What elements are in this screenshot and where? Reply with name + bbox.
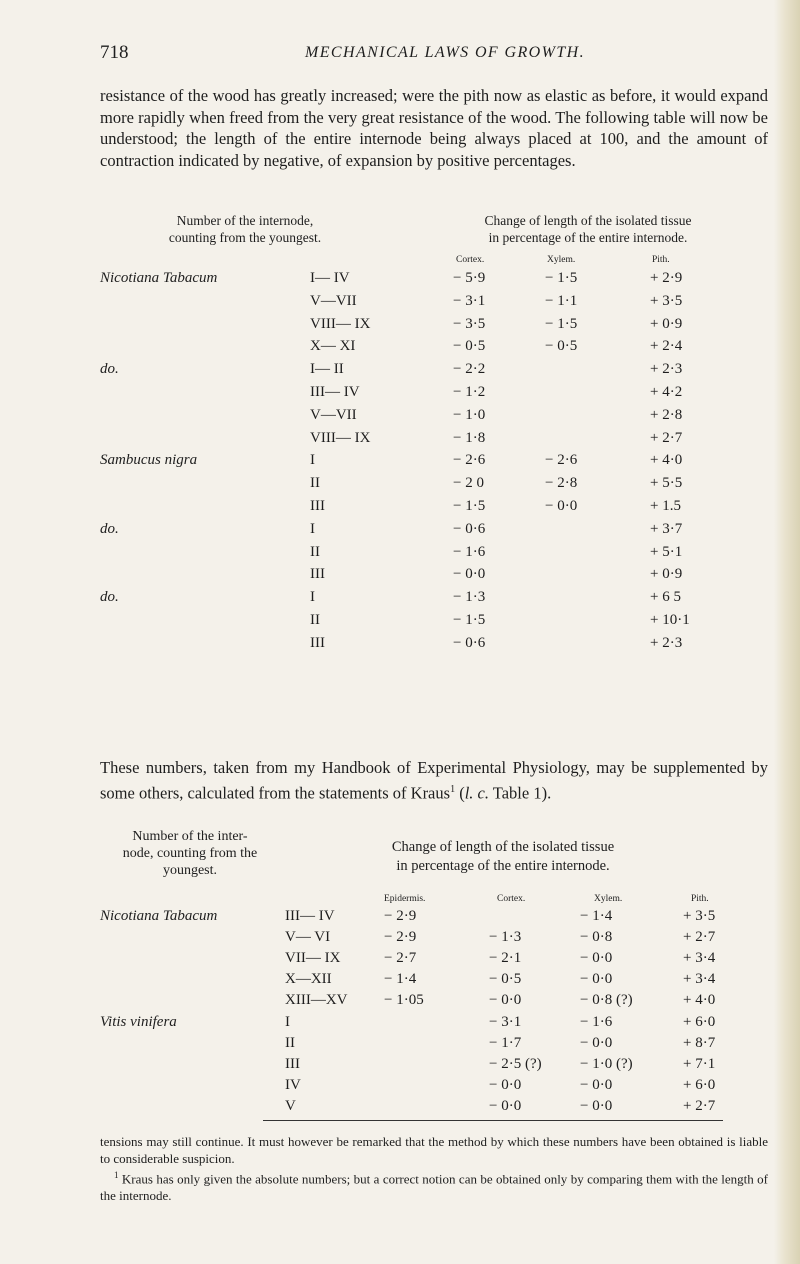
table2-xylem-cell: − 0·0 bbox=[580, 1034, 613, 1051]
table1-plant-cell: do. bbox=[100, 520, 119, 537]
table1-pith-cell: + 0·9 bbox=[650, 315, 683, 332]
table2-internode-cell: VII— IX bbox=[285, 950, 341, 967]
page-edge-shadow bbox=[774, 0, 800, 1264]
table2-cortex-cell: − 2·5 (?) bbox=[489, 1055, 542, 1072]
table1-xylem-cell: − 0·5 bbox=[545, 338, 578, 355]
table1-plant-cell: Nicotiana Tabacum bbox=[100, 270, 218, 286]
table1-pith-cell: + 10·1 bbox=[650, 612, 690, 628]
table2-pith-cell: + 3·4 bbox=[683, 950, 716, 967]
table2-cortex-cell: − 2·1 bbox=[489, 950, 522, 967]
table2-cortex-cell: − 1·3 bbox=[489, 929, 522, 946]
table1-pith-cell: + 0·9 bbox=[650, 566, 683, 583]
table2-pith-cell: + 6·0 bbox=[683, 1013, 716, 1030]
footnote-marker: 1 bbox=[114, 1170, 119, 1180]
table2-epidermis-cell: − 1·4 bbox=[384, 971, 417, 988]
table1-pith-cell: + 6 5 bbox=[650, 589, 681, 606]
table2-internode-cell: X—XII bbox=[285, 971, 332, 988]
table1-internode-cell: I— IV bbox=[310, 270, 350, 286]
table2-epidermis-cell: − 2·7 bbox=[384, 950, 417, 967]
table1-internode-cell: II bbox=[310, 475, 320, 492]
table2-col-epidermis: Epidermis. bbox=[384, 894, 426, 904]
table1-pith-cell: + 3·7 bbox=[650, 520, 683, 537]
footnote-ref: 1 bbox=[450, 783, 456, 795]
table2-col-cortex: Cortex. bbox=[497, 894, 526, 904]
intro-paragraph: resistance of the wood has greatly increased; were the pith now as elastic as before, it would expand more rapidly when freed from the very great resistance of the wood. The following table will now be understood; the length of the entire internode being always placed at 100, and the amount of contraction indicated by negative, of expansion by positive percentages. bbox=[100, 86, 768, 170]
table2-internode-cell: III bbox=[285, 1055, 300, 1072]
table1-pith-cell: + 2·3 bbox=[650, 361, 683, 378]
table1-cortex-cell: − 0·5 bbox=[453, 338, 486, 355]
table1-xylem-cell: − 1·5 bbox=[545, 270, 578, 286]
table1-internode-cell: VIII— IX bbox=[310, 429, 371, 446]
table2-internode-cell: III— IV bbox=[285, 908, 335, 924]
table2-epidermis-cell: − 2·9 bbox=[384, 929, 417, 946]
table1-pith-cell: + 2·7 bbox=[650, 429, 683, 446]
table1-xylem-cell: − 2·8 bbox=[545, 475, 578, 492]
middle-paragraph: These numbers, taken from my Handbook of Experimental Physiology, may be supplemented by some others, calculated from the statements of Kraus$^1$ (l. c. Table 1). bbox=[100, 758, 768, 802]
table1-pith-cell: + 3·5 bbox=[650, 292, 683, 309]
table2-pith-cell: + 8·7 bbox=[683, 1034, 716, 1051]
table2-xylem-cell: − 0·0 bbox=[580, 971, 613, 988]
table2-plant-cell: Vitis vinifera bbox=[100, 1013, 177, 1030]
table1-header-right: Change of length of the isolated tissue in percentage of the entire internode. bbox=[484, 213, 692, 245]
table1-cortex-cell: − 1·0 bbox=[453, 406, 486, 423]
table2-cortex-cell: − 3·1 bbox=[489, 1013, 522, 1030]
table2-internode-cell: IV bbox=[285, 1076, 301, 1093]
table2-header-left: Number of the inter- node, counting from the youngest. bbox=[122, 829, 258, 878]
table1-internode-cell: I— II bbox=[310, 361, 344, 378]
table1-plant-cell: Sambucus nigra bbox=[100, 452, 198, 469]
table1-cortex-cell: − 3·5 bbox=[453, 315, 486, 332]
footnote: $^1$ Kraus has only given the absolute numbers; but a correct notion can be obtained only by comparing them with the length of the internode. bbox=[100, 1170, 768, 1204]
table1-internode-cell: X— XI bbox=[310, 338, 356, 355]
table1-internode-cell: I bbox=[310, 452, 315, 469]
table2-xylem-cell: − 0·0 bbox=[580, 1097, 613, 1114]
table1-xylem-cell: − 2·6 bbox=[545, 452, 578, 469]
table1-internode-cell: V—VII bbox=[310, 406, 357, 423]
table1-internode-cell: I bbox=[310, 589, 315, 606]
table2-epidermis-cell: − 2·9 bbox=[384, 908, 417, 924]
table1-cortex-cell: − 1·8 bbox=[453, 429, 486, 446]
table1-cortex-cell: − 1·2 bbox=[453, 384, 486, 400]
table1-cortex-cell: − 1·5 bbox=[453, 612, 486, 628]
table2-internode-cell: V— VI bbox=[285, 929, 331, 946]
table1-pith-cell: + 2·9 bbox=[650, 270, 683, 286]
table1-cortex-cell: − 3·1 bbox=[453, 292, 486, 309]
table1-internode-cell: III bbox=[310, 634, 325, 651]
table1-pith-cell: + 5·5 bbox=[650, 475, 683, 492]
table2-col-xylem: Xylem. bbox=[594, 894, 623, 904]
table1-cortex-cell: − 0·0 bbox=[453, 566, 486, 583]
table2-header-right: Change of length of the isolated tissue in percentage of the entire internode. bbox=[391, 839, 615, 874]
table2-cortex-cell: − 1·7 bbox=[489, 1034, 522, 1051]
table2-cortex-cell: − 0·0 bbox=[489, 992, 522, 1009]
table1-cortex-cell: − 5·9 bbox=[453, 270, 486, 286]
closing-paragraph: tensions may still continue. It must however be remarked that the method by which these numbers have been obtained is liable to considerable suspicion. bbox=[100, 1134, 768, 1166]
table1-xylem-cell: − 0·0 bbox=[545, 498, 578, 514]
table2-xylem-cell: − 0·0 bbox=[580, 1076, 613, 1093]
table1-internode-cell: III bbox=[310, 498, 325, 514]
table1-internode-cell: V—VII bbox=[310, 292, 357, 309]
table1-cortex-cell: − 0·6 bbox=[453, 520, 486, 537]
table1-plant-cell: do. bbox=[100, 361, 119, 378]
table2-col-pith: Pith. bbox=[691, 894, 709, 904]
table1-cortex-cell: − 2·6 bbox=[453, 452, 486, 469]
table2-pith-cell: + 2·7 bbox=[683, 1097, 716, 1114]
table2-cortex-cell: − 0·0 bbox=[489, 1076, 522, 1093]
table1-cortex-cell: − 2 0 bbox=[453, 475, 484, 492]
table2-xylem-cell: − 1·6 bbox=[580, 1013, 613, 1030]
table2-xylem-cell: − 1·4 bbox=[580, 908, 613, 924]
table2-pith-cell: + 6·0 bbox=[683, 1076, 716, 1093]
table2-internode-cell: V bbox=[285, 1097, 296, 1114]
page-header bbox=[100, 42, 790, 68]
table1-pith-cell: + 4·0 bbox=[650, 452, 683, 469]
table2-pith-cell: + 2·7 bbox=[683, 929, 716, 946]
table2-internode-cell: I bbox=[285, 1013, 290, 1030]
table1-pith-cell: + 1.5 bbox=[650, 498, 681, 514]
table1-cortex-cell: − 0·6 bbox=[453, 634, 486, 651]
table2-cortex-cell: − 0·5 bbox=[489, 971, 522, 988]
table1-pith-cell: + 2·8 bbox=[650, 406, 683, 423]
table1-internode-cell: II bbox=[310, 543, 320, 560]
table1-internode-cell: III bbox=[310, 566, 325, 583]
table1-cortex-cell: − 1·6 bbox=[453, 543, 486, 560]
table2-cortex-cell: − 0·0 bbox=[489, 1097, 522, 1114]
table1-internode-cell: III— IV bbox=[310, 384, 360, 400]
table2-pith-cell: + 7·1 bbox=[683, 1055, 716, 1072]
table1-col-pith: Pith. bbox=[652, 255, 670, 265]
table1-cortex-cell: − 1·5 bbox=[453, 498, 486, 514]
table1-pith-cell: + 2·4 bbox=[650, 338, 683, 355]
page-number: 718 bbox=[100, 42, 129, 63]
table2-bottom-rule bbox=[263, 1120, 723, 1121]
table2-xylem-cell: − 0·8 bbox=[580, 929, 613, 946]
table1-internode-cell: I bbox=[310, 520, 315, 537]
table2-internode-cell: II bbox=[285, 1034, 295, 1051]
running-head: MECHANICAL LAWS OF GROWTH. bbox=[305, 44, 585, 61]
table2-xylem-cell: − 0·8 (?) bbox=[580, 992, 633, 1009]
table2-xylem-cell: − 0·0 bbox=[580, 950, 613, 967]
table1-header-left: Number of the internode, counting from the youngest. bbox=[168, 213, 322, 245]
table2-internode-cell: XIII—XV bbox=[285, 992, 348, 1009]
table1-plant-cell: do. bbox=[100, 589, 119, 606]
table2-xylem-cell: − 1·0 (?) bbox=[580, 1055, 633, 1072]
table2-pith-cell: + 3·4 bbox=[683, 971, 716, 988]
table2-plant-cell: Nicotiana Tabacum bbox=[100, 908, 218, 924]
table2-epidermis-cell: − 1·05 bbox=[384, 992, 424, 1009]
table1-col-xylem: Xylem. bbox=[547, 255, 576, 265]
table1-xylem-cell: − 1·5 bbox=[545, 315, 578, 332]
table1-pith-cell: + 2·3 bbox=[650, 634, 683, 651]
table1-internode-cell: II bbox=[310, 612, 320, 628]
table1-pith-cell: + 4·2 bbox=[650, 384, 683, 400]
table2-pith-cell: + 3·5 bbox=[683, 908, 716, 924]
table1-pith-cell: + 5·1 bbox=[650, 543, 683, 560]
table1-internode-cell: VIII— IX bbox=[310, 315, 371, 332]
table1-col-cortex: Cortex. bbox=[456, 255, 485, 265]
table2-pith-cell: + 4·0 bbox=[683, 992, 716, 1009]
table1-xylem-cell: − 1·1 bbox=[545, 292, 578, 309]
table1-cortex-cell: − 2·2 bbox=[453, 361, 486, 378]
table1-cortex-cell: − 1·3 bbox=[453, 589, 486, 606]
